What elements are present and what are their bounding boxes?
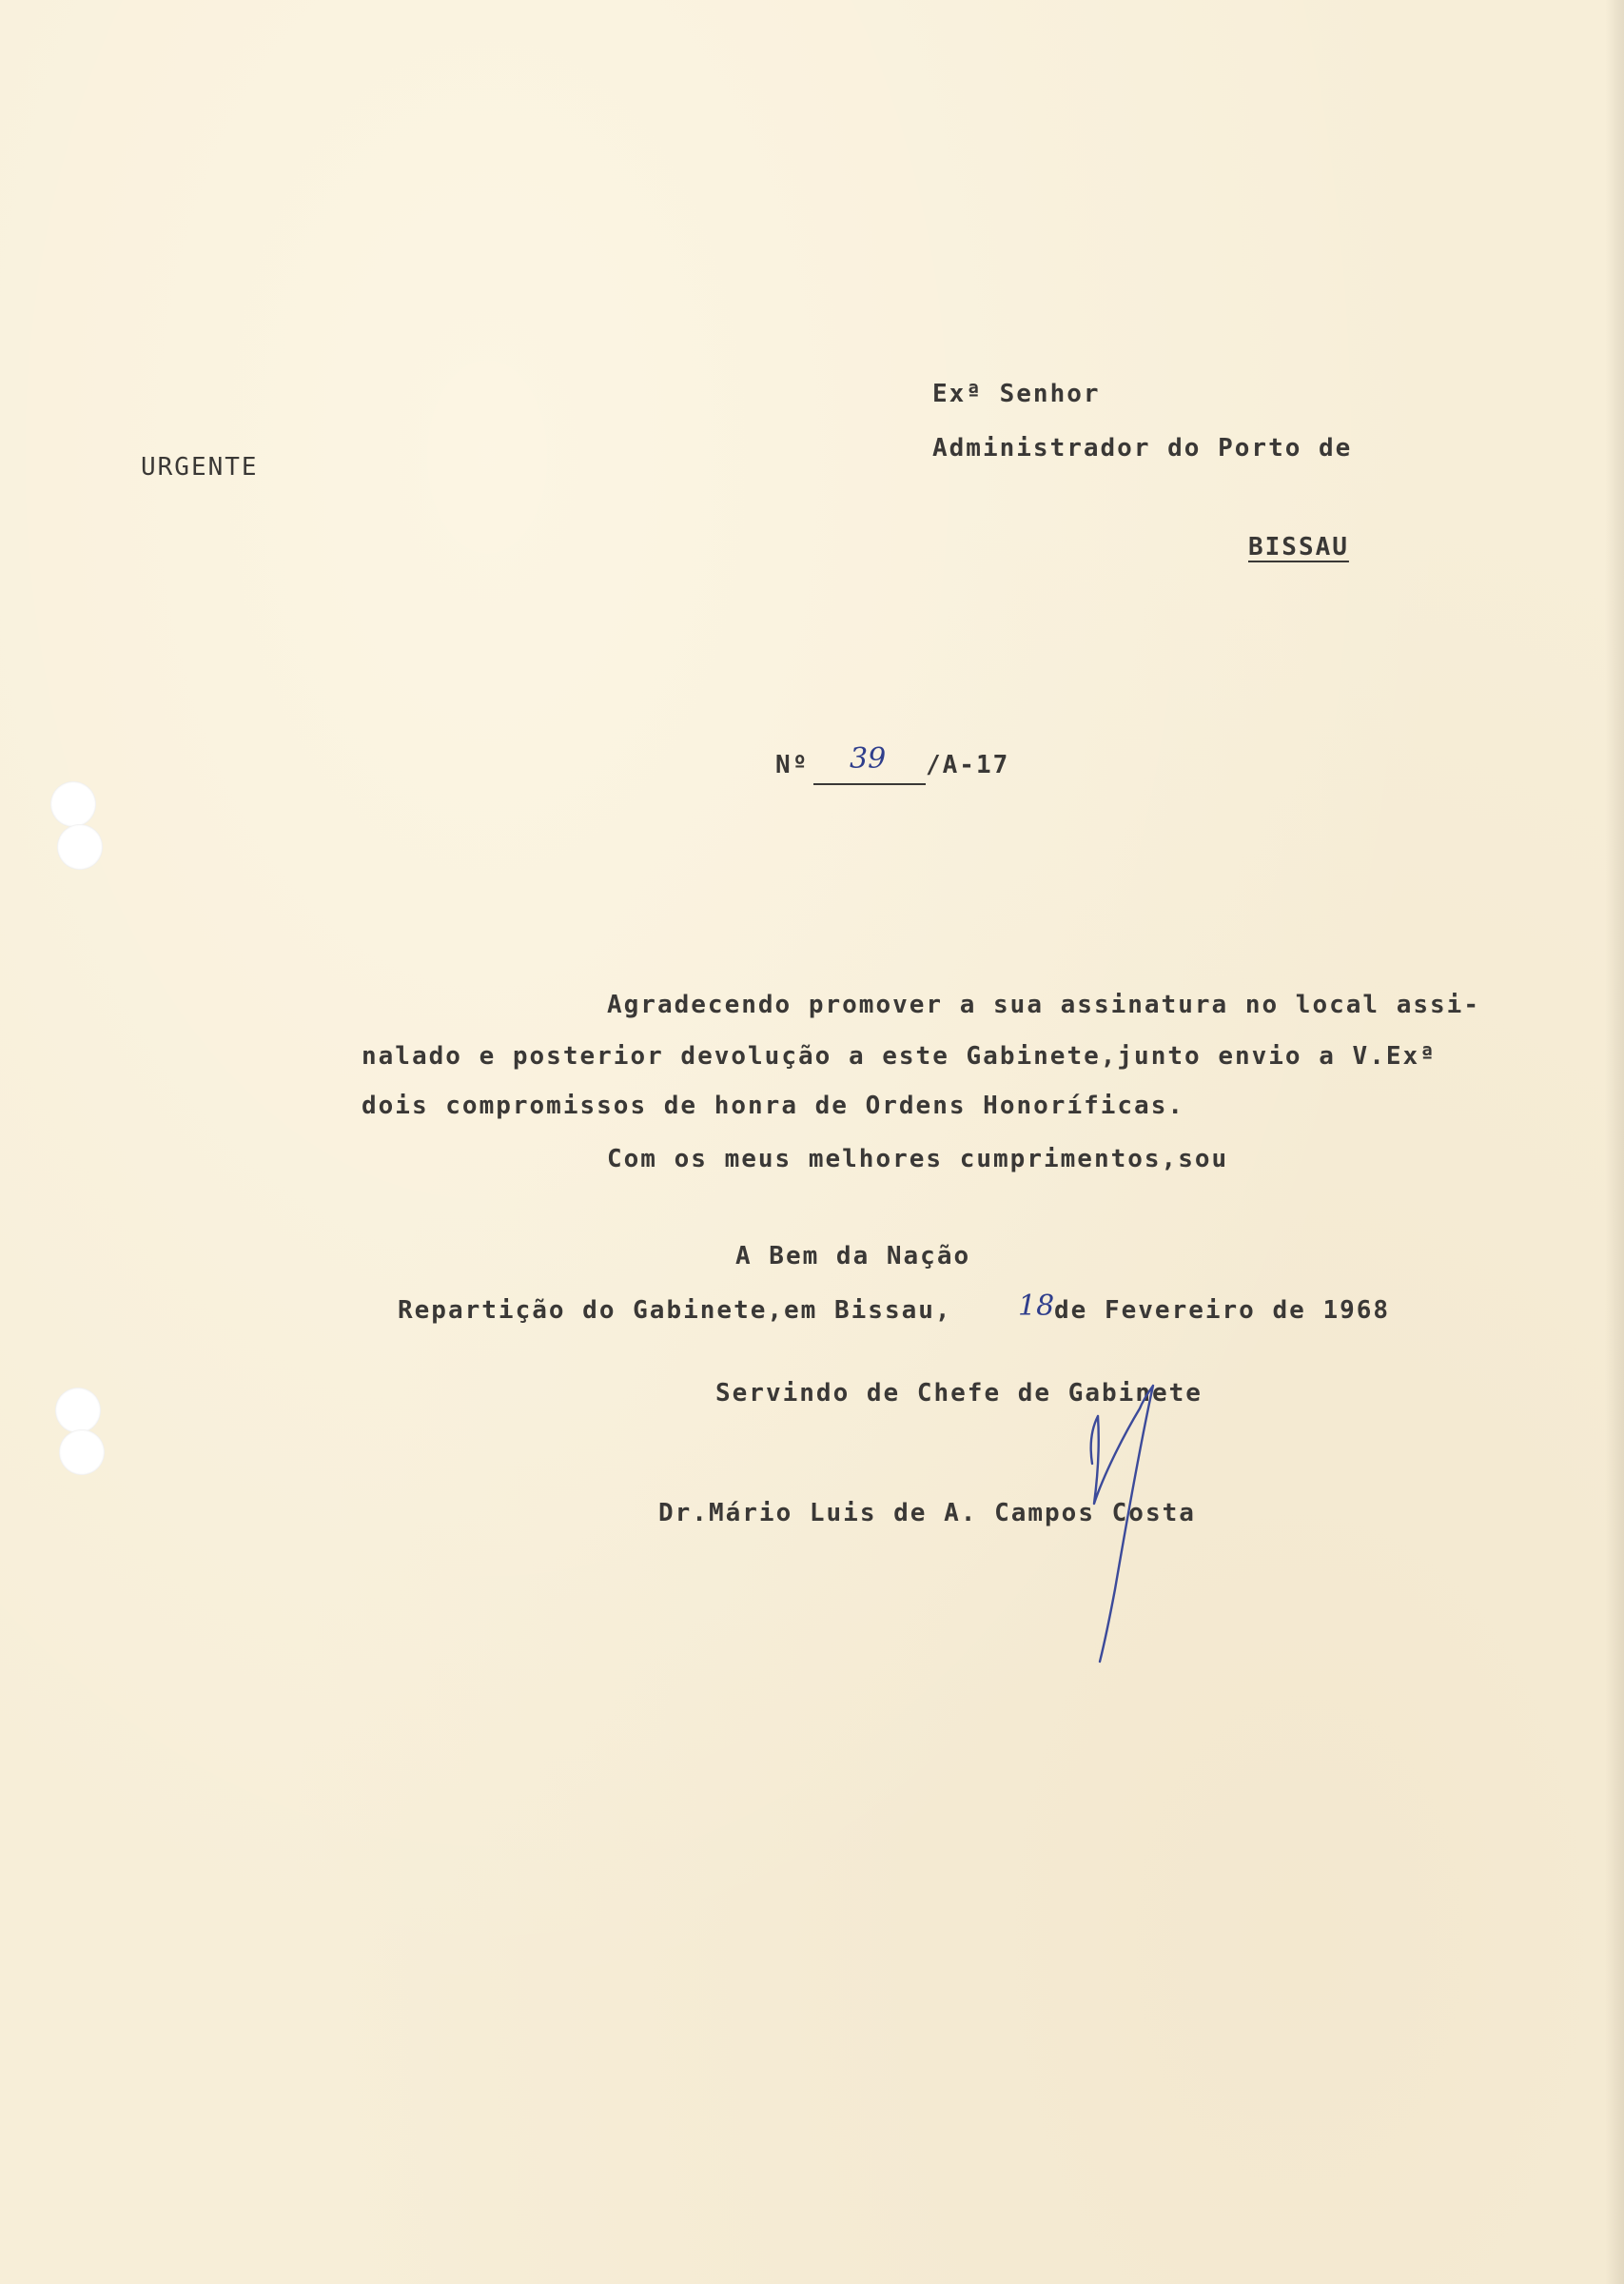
body-line-2: nalado e posterior devolução a este Gabinete,junto envio a V.Exª	[362, 1042, 1437, 1071]
closing-day-handwritten: 18	[1018, 1290, 1055, 1323]
closing-place-suffix: de Fevereiro de 1968	[1054, 1296, 1391, 1325]
recipient-title: Administrador do Porto de	[932, 434, 1353, 463]
body-line-3: dois compromissos de honra de Ordens Honoríficas.	[362, 1092, 1185, 1120]
recipient-city: BISSAU	[1248, 533, 1349, 561]
signatory-name: Dr.Mário Luis de A. Campos Costa	[658, 1499, 1196, 1527]
punch-hole-bottom-2	[59, 1429, 105, 1475]
page-edge-shadow	[1605, 0, 1624, 2284]
reference-blank-line	[813, 783, 926, 785]
closing-motto: A Bem da Nação	[735, 1242, 971, 1270]
salutation: Exª Senhor	[932, 380, 1101, 408]
reference-suffix: /A-17	[926, 751, 1010, 779]
punch-hole-top-2	[57, 824, 103, 870]
punch-hole-bottom-1	[55, 1388, 101, 1433]
punch-hole-top-1	[50, 781, 96, 827]
handwritten-signature	[1066, 1370, 1180, 1675]
urgency-label: URGENTE	[141, 453, 259, 482]
body-line-4: Com os meus melhores cumprimentos,sou	[607, 1145, 1229, 1173]
closing-role: Servindo de Chefe de Gabinete	[715, 1379, 1203, 1408]
closing-place-prefix: Repartição do Gabinete,em Bissau,	[398, 1296, 952, 1325]
reference-prefix: Nº	[775, 751, 810, 779]
reference-number-handwritten: 39	[850, 742, 887, 776]
body-line-1: Agradecendo promover a sua assinatura no local assi-	[607, 991, 1480, 1019]
